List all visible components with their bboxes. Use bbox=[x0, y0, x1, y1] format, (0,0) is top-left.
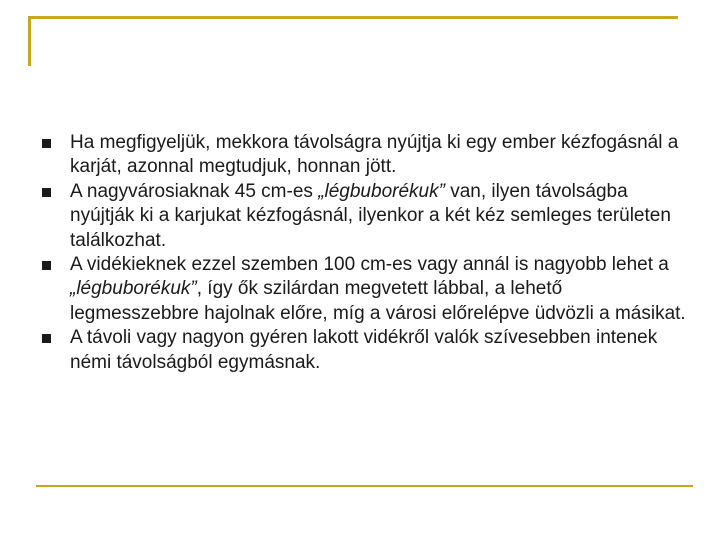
bullet-text: Ha megfigyeljük, mekkora távolságra nyújtja ki egy ember kézfogásnál a karját, azonnal megtudjuk, honnan jött. bbox=[70, 132, 679, 178]
bullet-text-italic: „légbuborékuk” bbox=[318, 180, 445, 202]
bullet-item bbox=[40, 131, 690, 180]
square-bullet-icon bbox=[42, 261, 51, 270]
bullet-text: van, ilyen távolságba nyújtják ki a karjukat kézfogásnál, ilyenkor a két kéz semleges területen találkozhat. bbox=[70, 180, 671, 251]
bottom-accent-rule bbox=[36, 485, 693, 487]
bullet-text-italic: „légbuborékuk” bbox=[70, 278, 197, 300]
bullet-list bbox=[40, 131, 690, 375]
bullet-text: , így ők szilárdan megvetett lábbal, a lehető legmesszebbre hajolnak előre, míg a városi előrelépve üdvözli a másikat. bbox=[70, 278, 686, 324]
bullet-text: A nagyvárosiaknak 45 cm-es bbox=[70, 180, 319, 202]
top-accent-rule bbox=[28, 16, 678, 19]
bullet-item bbox=[40, 326, 690, 375]
bullet-text: A vidékieknek ezzel szemben 100 cm-es vagy annál is nagyobb lehet a bbox=[70, 254, 669, 276]
bullet-item bbox=[40, 253, 690, 326]
left-accent-rule bbox=[28, 16, 31, 66]
square-bullet-icon bbox=[42, 139, 51, 148]
square-bullet-icon bbox=[42, 188, 51, 197]
bullet-text: A távoli vagy nagyon gyéren lakott vidékről valók szívesebben intenek némi távolságból egymásnak. bbox=[70, 327, 658, 373]
square-bullet-icon bbox=[42, 334, 51, 343]
bullet-item bbox=[40, 180, 690, 253]
